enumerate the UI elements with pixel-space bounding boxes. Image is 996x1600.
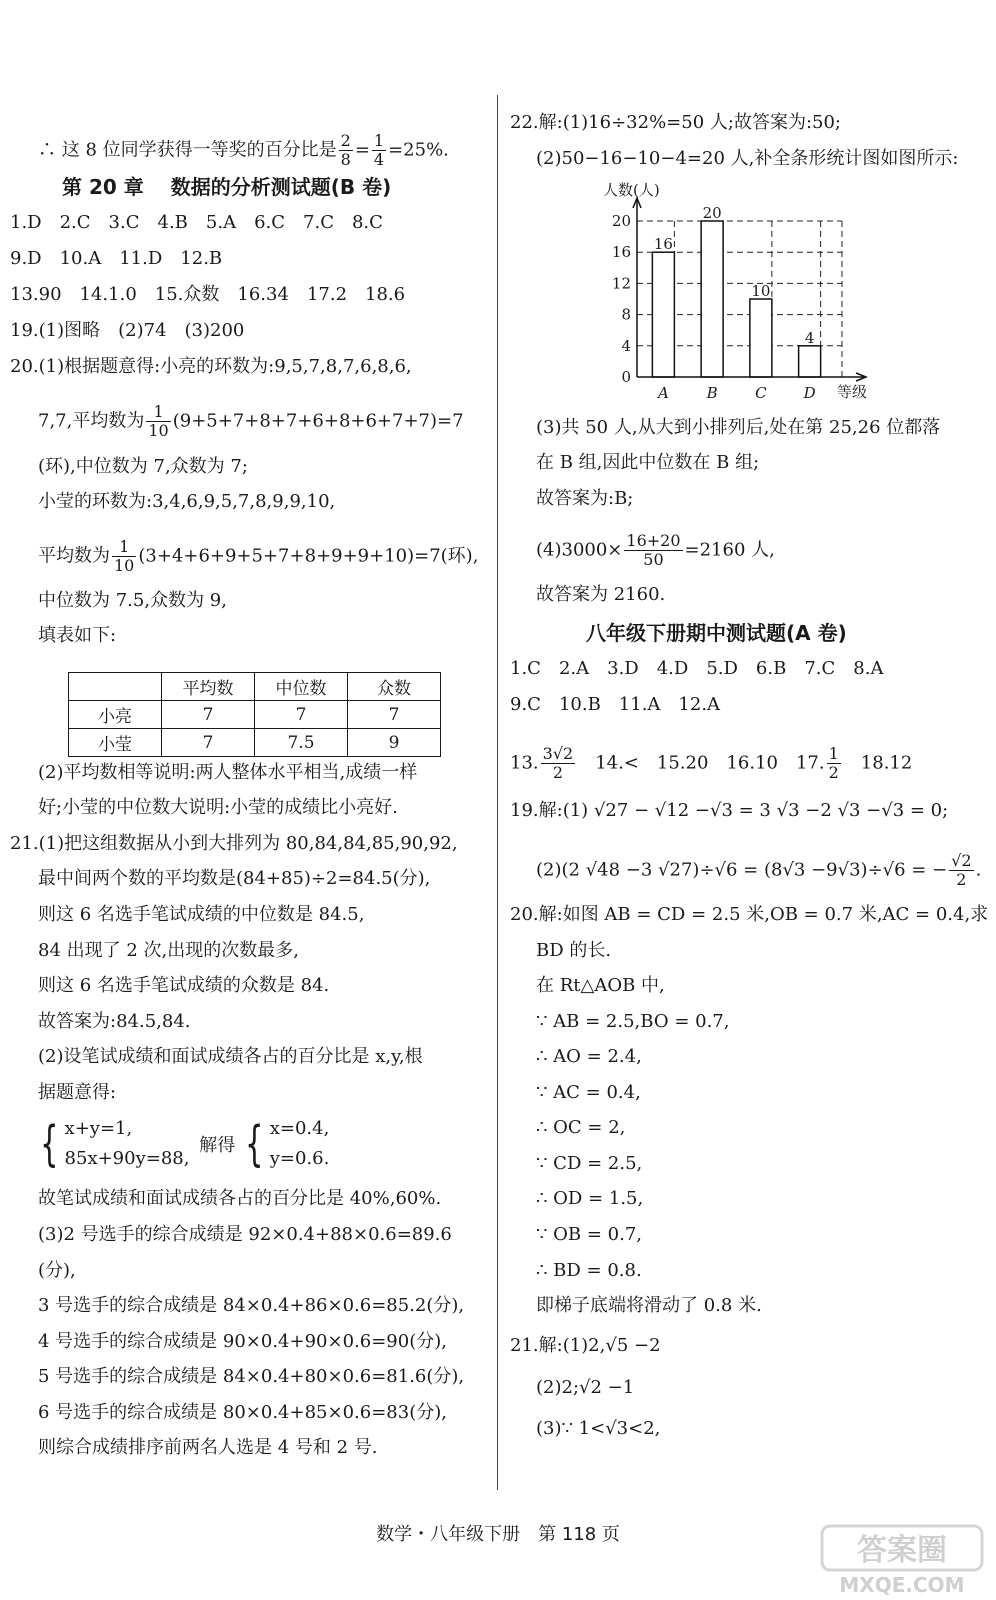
text: (2)(2 √48 −3 √27)÷√6 = (8√3 −9√3)÷√6 = − xyxy=(536,859,948,881)
fraction xyxy=(949,852,973,889)
text-line: (2)设笔试成绩和面试成绩各占的百分比是 x,y,根 xyxy=(38,1046,423,1067)
bar-value-label: 20 xyxy=(702,204,722,222)
text-line: (3)2 号选手的综合成绩是 92×0.4+88×0.6=89.6 xyxy=(38,1224,452,1245)
text-line: 中位数为 7.5,众数为 9, xyxy=(38,590,227,611)
text-line: ∴ OC = 2, xyxy=(536,1117,626,1138)
answer-row: 1.C 2.A 3.D 4.D 5.D 6.B 7.C 8.A xyxy=(510,658,884,679)
numerator: 1 xyxy=(828,744,839,763)
table-row xyxy=(69,729,441,757)
text: 18.12 xyxy=(842,752,913,774)
text-line: ∵ CD = 2.5, xyxy=(536,1153,643,1174)
x-axis-label: 等级 xyxy=(837,383,868,401)
text-line: BD 的长. xyxy=(536,940,612,961)
answer-row xyxy=(510,745,912,782)
text: . xyxy=(975,859,982,881)
watermark-logo xyxy=(812,1520,992,1598)
table-header-row xyxy=(69,673,441,701)
denominator: 4 xyxy=(373,150,385,169)
watermark-url: MXQE.COM xyxy=(839,1573,965,1597)
bar-B xyxy=(701,221,723,377)
y-axis-label: 人数(人) xyxy=(603,181,660,199)
fraction xyxy=(112,538,136,575)
y-tick-label: 4 xyxy=(621,336,631,355)
denominator: 2 xyxy=(828,763,839,782)
bars xyxy=(652,221,820,377)
text-line: (3)∵ 1<√3<2, xyxy=(536,1418,661,1439)
y-tick-label: 16 xyxy=(611,243,631,262)
fraction xyxy=(372,132,386,169)
table-cell xyxy=(69,673,162,701)
section-heading: 八年级下册期中测试题(A 卷) xyxy=(586,621,847,645)
text: ∴ 这 8 位同学获得一等奖的百分比是 xyxy=(38,139,337,161)
text-line xyxy=(38,403,464,440)
text: 平均数为 xyxy=(38,545,110,567)
table-header: 中位数 xyxy=(255,673,348,701)
text-line: 故笔试成绩和面试成绩各占的百分比是 40%,60%. xyxy=(38,1188,442,1209)
equation: y=0.6. xyxy=(269,1148,330,1169)
text-line: 21.解:(1)2,√5 −2 xyxy=(510,1335,661,1356)
text-line: 则综合成绩排序前两名人选是 4 号和 2 号. xyxy=(38,1437,378,1458)
fraction xyxy=(827,745,841,782)
table-header: 平均数 xyxy=(162,673,255,701)
text-line: 故答案为:84.5,84. xyxy=(38,1011,191,1032)
text-line xyxy=(536,852,981,889)
text: (3+4+6+9+5+7+8+9+9+10)=7(环), xyxy=(138,545,479,567)
text: (9+5+7+8+7+6+8+6+7+7)=7 xyxy=(172,410,464,432)
system-lines xyxy=(270,1114,330,1174)
equation-system xyxy=(34,1114,329,1174)
text-line: ∵ AB = 2.5,BO = 0.7, xyxy=(536,1011,730,1032)
x-tick-label: A xyxy=(657,384,669,402)
text-line: 据题意得: xyxy=(38,1082,117,1103)
text-line: 则这 6 名选手笔试成绩的众数是 84. xyxy=(38,975,330,996)
table-header: 众数 xyxy=(348,673,441,701)
section-heading: 第 20 章 数据的分析测试题(B 卷) xyxy=(62,175,392,199)
x-tick-label: B xyxy=(706,384,718,402)
text: 13. xyxy=(510,752,539,774)
denominator: 2 xyxy=(552,763,564,782)
text-line: 故答案为 2160. xyxy=(536,584,666,605)
text: (4)3000× xyxy=(536,539,623,561)
table-cell: 7 xyxy=(348,701,441,729)
text-line: 最中间两个数的平均数是(84+85)÷2=84.5(分), xyxy=(38,868,431,889)
text-line: 好;小莹的中位数大说明:小莹的成绩比小亮好. xyxy=(38,797,398,818)
answer-row: 1.D 2.C 3.C 4.B 5.A 6.C 7.C 8.C xyxy=(10,212,383,233)
table-cell: 7 xyxy=(162,729,255,757)
denominator: 2 xyxy=(956,870,967,889)
numerator: 2 xyxy=(340,131,351,150)
bar-chart xyxy=(595,172,885,404)
numerator: 1 xyxy=(112,538,136,557)
text-line: 22.解:(1)16÷32%=50 人;故答案为:50; xyxy=(510,112,841,133)
text-line: ∴ OD = 1.5, xyxy=(536,1188,644,1209)
equation: x+y=1, xyxy=(64,1118,133,1139)
text-line: 20.解:如图 AB = CD = 2.5 米,OB = 0.7 米,AC = 0.4,求 xyxy=(510,904,989,925)
text: 7,7,平均数为 xyxy=(38,410,145,432)
score-table xyxy=(68,672,441,757)
answer-row: 9.D 10.A 11.D 12.B xyxy=(10,248,223,269)
numerator: 3√2 xyxy=(542,744,574,763)
table-cell: 小莹 xyxy=(69,729,162,757)
answer-row: 9.C 10.B 11.A 12.A xyxy=(510,694,721,715)
column-divider xyxy=(497,95,498,1490)
bar-C xyxy=(750,299,772,377)
answer-row: 19.(1)图略 (2)74 (3)200 xyxy=(10,320,245,341)
table-cell: 小亮 xyxy=(69,701,162,729)
left-brace: { xyxy=(245,1116,264,1172)
conclusion-line xyxy=(38,132,449,169)
text-line: 在 B 组,因此中位数在 B 组; xyxy=(536,452,760,473)
denominator: 10 xyxy=(148,421,169,440)
denominator: 10 xyxy=(114,556,135,575)
text-line: 故答案为:B; xyxy=(536,488,634,509)
left-brace: { xyxy=(40,1116,59,1172)
denominator: 50 xyxy=(643,550,664,569)
text: 14.< 15.20 16.10 17. xyxy=(577,752,825,774)
text-line: ∵ AC = 0.4, xyxy=(536,1082,641,1103)
table-cell: 7.5 xyxy=(255,729,348,757)
table-cell: 7 xyxy=(255,701,348,729)
text-line: 21.(1)把这组数据从小到大排列为 80,84,84,85,90,92, xyxy=(10,833,458,854)
text-line: (分), xyxy=(38,1260,76,1281)
text-line: (2)2;√2 −1 xyxy=(536,1377,635,1398)
fraction xyxy=(146,403,170,440)
text-line: (环),中位数为 7,众数为 7; xyxy=(38,456,248,477)
bar-value-label: 16 xyxy=(653,235,673,254)
text-line: (2)平均数相等说明:两人整体水平相当,成绩一样 xyxy=(38,762,418,783)
text-line: 3 号选手的综合成绩是 84×0.4+86×0.6=85.2(分), xyxy=(38,1295,465,1316)
numerator: 16+20 xyxy=(626,531,681,550)
text-line: ∴ BD = 0.8. xyxy=(536,1260,642,1281)
text: =2160 人, xyxy=(684,539,775,561)
table-cell: 9 xyxy=(348,729,441,757)
text-line: ∴ AO = 2.4, xyxy=(536,1046,642,1067)
text-line xyxy=(536,532,775,569)
numerator: 1 xyxy=(146,403,170,422)
y-tick-label: 12 xyxy=(611,274,631,293)
equation: 85x+90y=88, xyxy=(64,1148,190,1169)
text-line: 5 号选手的综合成绩是 84×0.4+80×0.6=81.6(分), xyxy=(38,1366,465,1387)
table-cell: 7 xyxy=(162,701,255,729)
page-footer: 数学・八年级下册 第 118 页 xyxy=(376,1524,620,1545)
text: = xyxy=(354,139,370,161)
fraction xyxy=(339,132,353,169)
text-line xyxy=(38,538,478,575)
bar-value-label: 10 xyxy=(751,282,771,300)
equation: x=0.4, xyxy=(269,1118,330,1139)
denominator: 8 xyxy=(340,150,351,169)
text-line: 20.(1)根据题意得:小亮的环数为:9,5,7,8,7,6,8,6, xyxy=(10,356,412,377)
text-line: 则这 6 名选手笔试成绩的中位数是 84.5, xyxy=(38,904,365,925)
y-tick-label: 8 xyxy=(621,305,631,324)
numerator: 1 xyxy=(373,131,385,150)
text-line: 4 号选手的综合成绩是 90×0.4+90×0.6=90(分), xyxy=(38,1331,447,1352)
y-tick-label: 0 xyxy=(621,368,631,386)
text-line: 填表如下: xyxy=(38,625,117,646)
x-tick-label: C xyxy=(755,384,767,402)
text-line: (3)共 50 人,从大到小排列后,处在第 25,26 位都落 xyxy=(536,417,941,438)
text-line: 84 出现了 2 次,出现的次数最多, xyxy=(38,940,299,961)
system-lines xyxy=(65,1114,190,1174)
text-line: (2)50−16−10−4=20 人,补全条形统计图如图所示: xyxy=(536,148,959,169)
x-tick-label: D xyxy=(803,384,816,402)
watermark-text: 答案圈 xyxy=(857,1533,947,1568)
table-row xyxy=(69,701,441,729)
text-line: ∵ OB = 0.7, xyxy=(536,1224,643,1245)
text: =25%. xyxy=(388,139,449,161)
numerator: √2 xyxy=(951,851,972,870)
text-line: 即梯子底端将滑动了 0.8 米. xyxy=(536,1295,762,1316)
text-line: 在 Rt△AOB 中, xyxy=(536,975,665,996)
fraction xyxy=(624,532,682,569)
bar-value-label: 4 xyxy=(804,328,815,347)
bar-D xyxy=(799,346,821,377)
y-tick-label: 20 xyxy=(611,212,631,230)
text-line: 小莹的环数为:3,4,6,9,5,7,8,9,9,10, xyxy=(38,491,336,512)
answer-row: 13.90 14.1.0 15.众数 16.34 17.2 18.6 xyxy=(10,284,406,305)
text-line: 6 号选手的综合成绩是 80×0.4+85×0.6=83(分), xyxy=(38,1402,447,1423)
text-line: 19.解:(1) √27 − √12 −√3 = 3 √3 −2 √3 −√3 = 0; xyxy=(510,800,949,821)
text: 解得 xyxy=(199,1135,236,1156)
bar-A xyxy=(652,252,674,377)
fraction xyxy=(541,745,576,782)
